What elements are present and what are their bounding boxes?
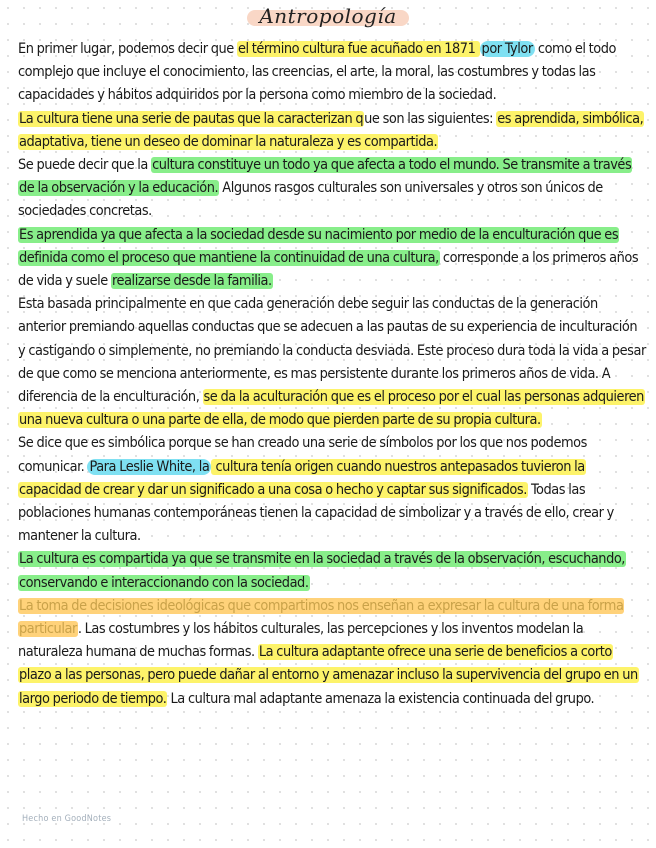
highlighted-text: Es aprendida ya que afecta a la sociedad desde su nacimiento por medio de la enculturación que es definida como el proceso que mantiene la continuidad de una cultura, xyxy=(19,226,619,266)
text-run: La cultura mal adaptante amenaza la existencia continuada del grupo. xyxy=(167,690,595,707)
text-run: como el todo complejo que incluye el conocimiento, las creencias, el arte, la moral, las costumbres y todas las capacidades y hábitos adquiridos por la persona como miembro de la sociedad. xyxy=(18,41,616,104)
text-run: Se dice que es simbólica porque se han creado una serie de símbolos por los que nos podemos comunicar. xyxy=(18,435,587,475)
highlighted-text: por Tylor xyxy=(481,41,533,57)
highlighted-text: La cultura adaptante ofrece una serie de beneficios a corto plazo a las personas, pero puede dañar al entorno y amenazar incluso la supervivencia del grupo en un largo periodo de tiempo. xyxy=(19,644,638,707)
highlighted-text: Para Leslie White, la xyxy=(89,458,210,475)
text-run: Esta basada principalmente en que cada generación debe seguir las conductas de la generación anterior premiando aquellas conductas que se adecuen a las pautas de su experiencia de inculturación y castigando o simplemente, no premiando la conducta desviada. Este proceso dura toda la vida a pesar de que como se menciona anteriormente, es mas persistente durante los primeros años de vida. A diferencia de la enculturación, xyxy=(18,296,646,406)
highlighted-text: se da la aculturación que es el proceso por el cual las personas adquieren una nueva cultura o una parte de ella, de modo que pierden parte de su propia cultura. xyxy=(19,389,644,429)
text-run: Se puede decir que la xyxy=(18,157,152,174)
title-area xyxy=(0,4,656,28)
highlighted-text: cultura tenía origen cuando nuestros antepasados tuvieron la capacidad de crear y dar un significado a una cosa o hecho y captar sus significados. xyxy=(19,458,585,498)
watermark: Hecho en GoodNotes xyxy=(22,814,112,824)
paragraph xyxy=(18,108,646,154)
paragraph xyxy=(18,548,646,594)
highlighted-text: realizarse desde la familia. xyxy=(112,273,272,290)
text-run: Algunos rasgos culturales son universales y otros son únicos de sociedades concretas. xyxy=(18,180,603,220)
highlighted-text: el término cultura fue acuñado en 1871 xyxy=(237,41,479,57)
paragraph xyxy=(18,293,646,432)
highlighted-text: cultura constituye un todo ya que afecta a todo el mundo. Se transmite a través de la observación y la educación. xyxy=(19,157,632,197)
text-run: ue son las siguientes: xyxy=(364,110,497,127)
highlighted-text: La cultura tiene una serie de pautas que la caracterizan q xyxy=(19,110,364,127)
highlighted-text: La toma de decisiones ideológicas que compartimos nos enseñan a expresar la cultura de una forma particular xyxy=(19,597,624,638)
text-run: Todas las poblaciones humanas contemporáneas tienen la capacidad de simbolizar y a través de ello, crear y mantener la cultura. xyxy=(18,481,614,545)
text-run: En primer lugar, podemos decir que xyxy=(18,41,237,57)
paragraph xyxy=(18,154,646,224)
paragraph xyxy=(18,224,646,294)
note-body xyxy=(18,38,646,711)
paragraph xyxy=(18,595,646,711)
paragraph xyxy=(18,38,646,108)
highlighted-text: La cultura es compartida ya que se transmite en la sociedad a través de la observación, escuchando, conservando e interaccionando con la sociedad. xyxy=(19,551,625,591)
page-title: Antropología xyxy=(247,4,408,28)
highlighted-text: es aprendida, simbólica, adaptativa, tiene un deseo de dominar la naturaleza y es compartida. xyxy=(19,110,644,150)
text-run: . Las costumbres y los hábitos culturales, las percepciones y los inventos modelan la naturaleza humana de muchas formas. xyxy=(18,621,584,661)
paragraph xyxy=(18,432,646,548)
text-run: corresponde a los primeros años de vida y suele xyxy=(18,249,639,290)
